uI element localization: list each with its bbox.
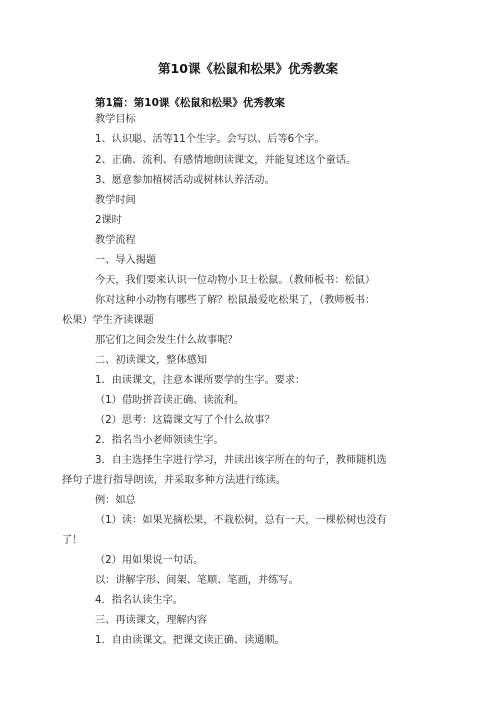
section-heading: 第1篇：第10课《松鼠和松果》优秀教案 [95,97,285,109]
text-line: 以：讲解字形、间架、笔顺、笔画，并练写。 [95,575,299,586]
text-line: 3．自主选择生字进行学习，并读出该字所在的句子，教师随机选 [95,455,387,466]
text-line: 那它们之间会发生什么故事呢？ [95,335,238,346]
text-line: 一、导入揭题 [95,255,157,266]
text-line: （1）读：如果光摘松果，不栽松树，总有一天，一棵松树也没有 [95,515,387,526]
text-line: 教学时间 [95,195,136,206]
text-line: 了！ [62,535,83,546]
text-line: 松果）学生齐读课题 [62,315,154,326]
text-line: 择句子进行指导朗读，并采取多种方法进行练读。 [62,475,287,486]
text-line: 3、愿意参加植树活动或树林认养活动。 [95,175,275,186]
text-line: 1．由读课文，注意本课所要学的生字。要求： [95,375,306,386]
text-line: 4．指名认读生字。 [95,595,183,606]
document-title: 第10课《松鼠和松果》优秀教案 [158,61,338,76]
text-line: 今天，我们要来认识一位动物小卫士松鼠。（教师板书：松鼠） [95,275,376,286]
text-line: 2课时 [95,215,122,226]
text-line: 教学目标 [95,114,136,125]
text-line: 三、再读课文，理解内容 [95,615,208,626]
text-line: （2）用如果说一句话。 [95,555,204,566]
text-line: 2、正确、流利、有感情地朗读课文，并能复述这个童话。 [95,155,357,166]
text-line: 例：如总 [95,495,136,506]
text-line: 你对这种小动物有哪些了解？松鼠最爱吃松果了，（教师板书： [95,295,376,306]
text-line: 二、初读课文，整体感知 [95,355,208,366]
text-line: 1．自由读课文。把课文读正确、读通顺。 [95,635,285,646]
text-line: （1）借助拼音读正确、读流利。 [95,395,245,406]
text-line: 1、认识聪、活等11个生字。会写以、后等6个字。 [95,134,325,145]
text-line: 2．指名当小老师领读生字。 [95,435,224,446]
text-line: （2）思考：这篇课文写了个什么故事？ [95,415,275,426]
text-line: 教学流程 [95,235,136,246]
